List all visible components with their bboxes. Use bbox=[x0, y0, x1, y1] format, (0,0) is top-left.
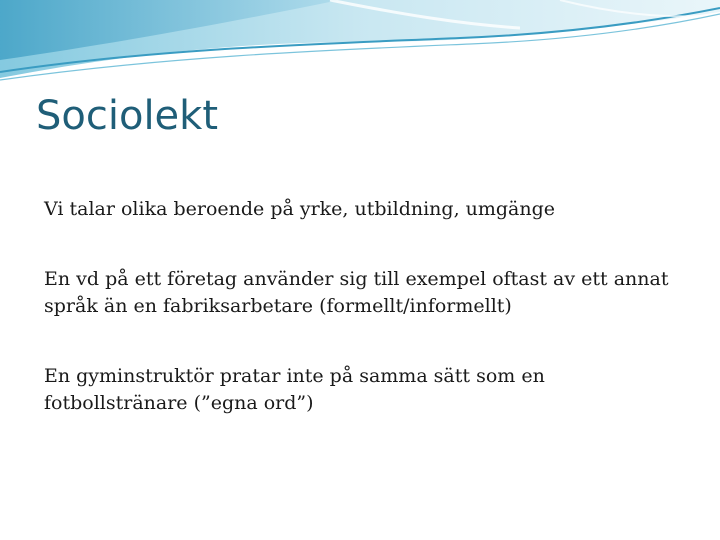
paragraph-gym-instructor-example: En gyminstruktör pratar inte på samma sätt som en fotbollstränare (”egna ord”) bbox=[44, 365, 545, 414]
slide-title: Sociolekt bbox=[36, 93, 219, 139]
header-wave-decoration bbox=[0, 0, 720, 90]
body-text-list bbox=[44, 196, 694, 417]
paragraph-ceo-example: En vd på ett företag använder sig till exempel oftast av ett annat språk än en fabriksarbetare (formellt/informellt) bbox=[44, 268, 669, 317]
paragraph-social-factors: Vi talar olika beroende på yrke, utbildning, umgänge bbox=[44, 198, 556, 220]
